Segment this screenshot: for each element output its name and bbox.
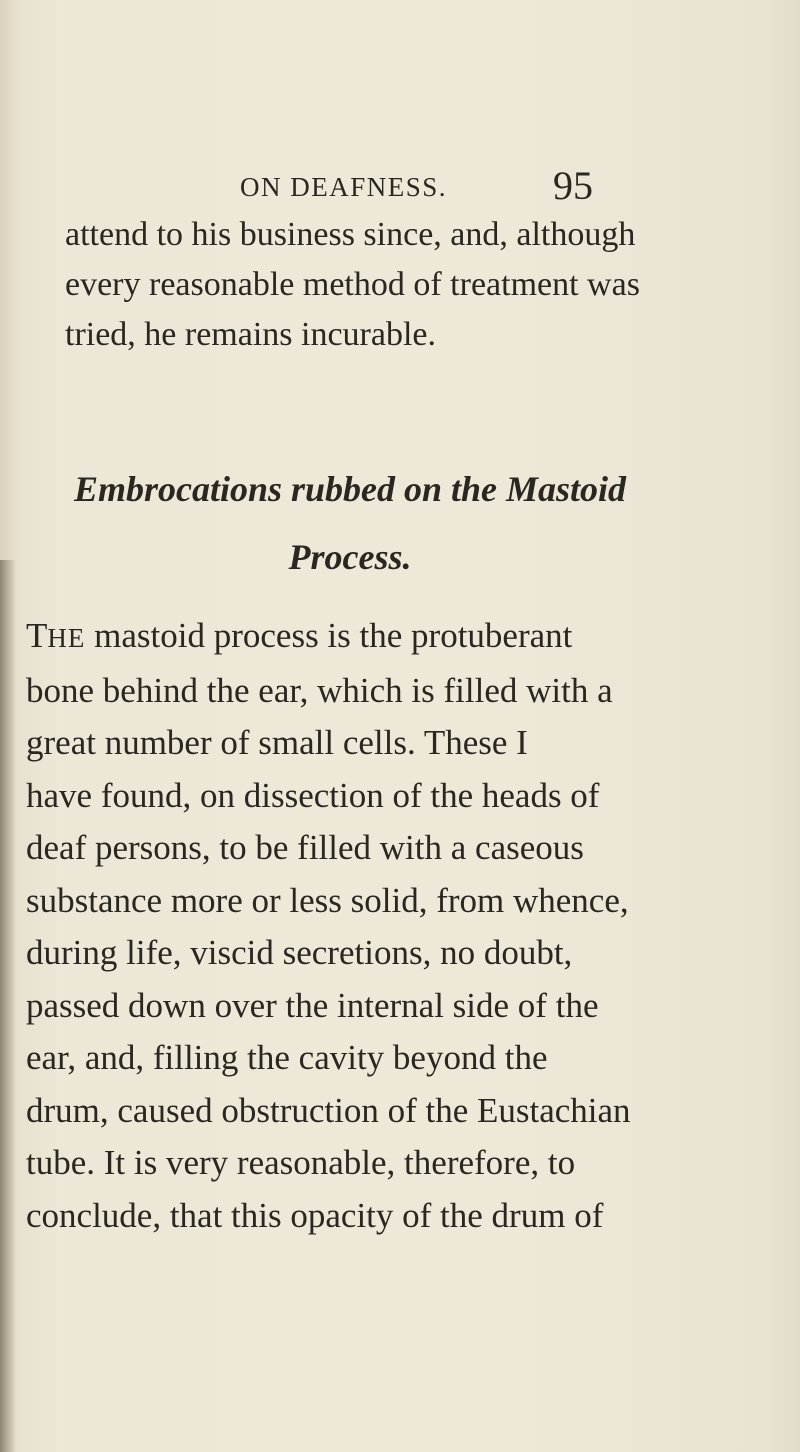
text-line: tube. It is very reasonable, therefore, to	[26, 1143, 576, 1182]
text-line: drum, caused obstruction of the Eustachian	[26, 1090, 631, 1130]
text-line	[26, 610, 726, 665]
text-line: great number of small cells. These I	[26, 723, 528, 762]
running-title: ON DEAFNESS.	[240, 172, 448, 202]
paragraph-mastoid	[26, 610, 726, 1242]
text-line: tried, he remains incurable.	[65, 316, 437, 353]
text-line: attend to his business since, and, although	[65, 216, 636, 253]
first-word-initial: T	[26, 616, 48, 655]
section-heading	[0, 455, 750, 591]
heading-line: Embrocations rubbed on the Mastoid	[73, 469, 627, 509]
heading-line: Process.	[288, 537, 412, 577]
text-line: deaf persons, to be filled with a caseous	[26, 828, 584, 867]
text-line: have found, on dissection of the heads of	[26, 775, 600, 815]
page-gutter-shadow	[0, 560, 16, 1452]
text-line: during life, viscid secretions, no doubt,	[26, 933, 573, 972]
text-line: bone behind the ear, which is filled with a	[26, 670, 613, 710]
first-word-smallcaps: HE	[47, 623, 86, 653]
text-line: every reasonable method of treatment was	[65, 266, 640, 303]
page-number: 95	[553, 163, 593, 208]
text-line: substance more or less solid, from whence,	[26, 880, 629, 920]
text-line: conclude, that this opacity of the drum of	[26, 1195, 604, 1235]
first-line-rest: mastoid process is the protuberant	[85, 616, 573, 655]
paragraph-continued	[65, 210, 725, 360]
text-line: passed down over the internal side of the	[26, 985, 599, 1025]
running-head	[0, 162, 800, 208]
text-line: ear, and, filling the cavity beyond the	[26, 1038, 548, 1077]
